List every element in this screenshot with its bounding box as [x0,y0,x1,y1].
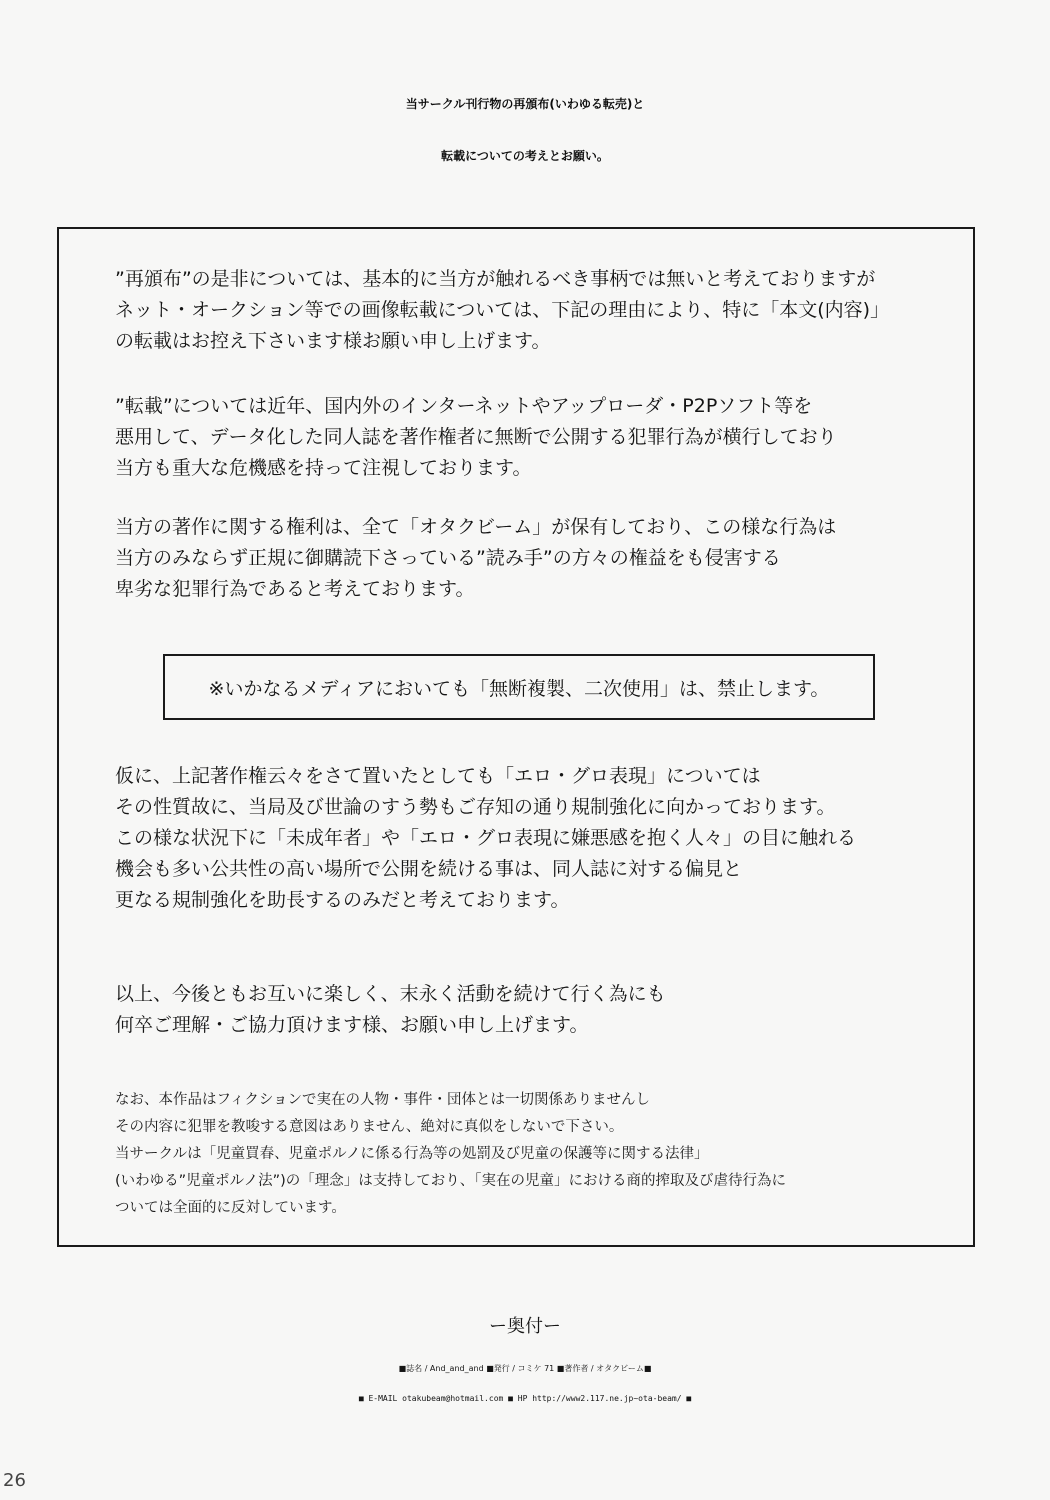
paragraph-line: 仮に、上記著作権云々をさて置いたとしても「エロ・グロ表現」については [115,765,761,787]
paragraph-line: ”再頒布”の是非については、基本的に当方が触れるべき事柄では無いと考えておりますが [115,268,876,290]
page-number: 26 [3,1470,26,1491]
paragraph-line: 当方のみならず正規に御購読下さっている”読み手”の方々の権益をも侵害する [115,547,781,569]
paragraph-line: 当方も重大な危機感を持って注視しております。 [115,457,532,479]
paragraph-line: ネット・オークション等での画像転載については、下記の理由により、特に「本文(内容)」 [115,299,890,321]
prohibition-notice [163,654,875,720]
paragraph-line: ”転載”については近年、国内外のインターネットやアップローダ・P2Pソフト等を [115,395,813,417]
paragraph-line: 当方の著作に関する権利は、全て「オタクビーム」が保有しており、この様な行為は [115,516,837,538]
paragraph-line: の転載はお控え下さいます様お願い申し上げます。 [115,330,551,352]
paragraph-line: 更なる規制強化を助長するのみだと考えております。 [115,889,570,911]
note-line: なお、本作品はフィクションで実在の人物・事件・団体とは一切関係ありませんし [115,1092,651,1108]
disclaimer-note [115,1087,786,1222]
paragraph-redistribution [115,264,889,357]
colophon-contact-info: ■ E-MAIL otakubeam@hotmail.com ■ HP http://www2.117.ne.jp~ota-beam/ ■ [358,1394,692,1403]
note-line: (いわゆる”児童ポルノ法”)の「理念」は支持しており、「実在の児童」における商的搾取及び虐待行為に [115,1173,787,1189]
note-line: ついては全面的に反対しています。 [115,1200,346,1216]
paragraph-line: 機会も多い公共性の高い場所で公開を続ける事は、同人誌に対する偏見と [115,858,743,880]
note-line: その内容に犯罪を教唆する意図はありません、絶対に真似をしないで下さい。 [115,1119,624,1135]
page-title-line-1: 当サークル刊行物の再頒布(いわゆる転売)と [405,97,645,111]
paragraph-regulation [115,761,856,916]
prohibition-notice-text: ※いかなるメディアにおいても「無断複製、二次使用」は、禁止します。 [208,677,830,700]
page-title-line-2: 転載についての考えとお願い。 [441,149,609,163]
colophon-heading: ー奥付ー [489,1316,561,1337]
paragraph-closing [115,979,666,1041]
paragraph-line: 以上、今後ともお互いに楽しく、末永く活動を続けて行く為にも [115,983,666,1005]
paragraph-line: 何卒ご理解・ご協力頂けます様、お願い申し上げます。 [115,1014,589,1036]
paragraph-reposting [115,391,837,484]
paragraph-rights [115,512,836,605]
note-line: 当サークルは「児童買春、児童ポルノに係る行為等の処罰及び児童の保護等に関する法律」 [115,1146,709,1162]
colophon-publication-info: ■誌名 / And_and_and ■発行 / コミケ 71 ■著作者 / オタクビーム■ [398,1364,652,1373]
paragraph-line: 卑劣な犯罪行為であると考えております。 [115,578,475,600]
paragraph-line: 悪用して、データ化した同人誌を著作権者に無断で公開する犯罪行為が横行しており [115,426,837,448]
paragraph-line: この様な状況下に「未成年者」や「エロ・グロ表現に嫌悪感を抱く人々」の目に触れる [115,827,857,849]
paragraph-line: その性質故に、当局及び世論のすう勢もご存知の通り規制強化に向かっております。 [115,796,836,818]
